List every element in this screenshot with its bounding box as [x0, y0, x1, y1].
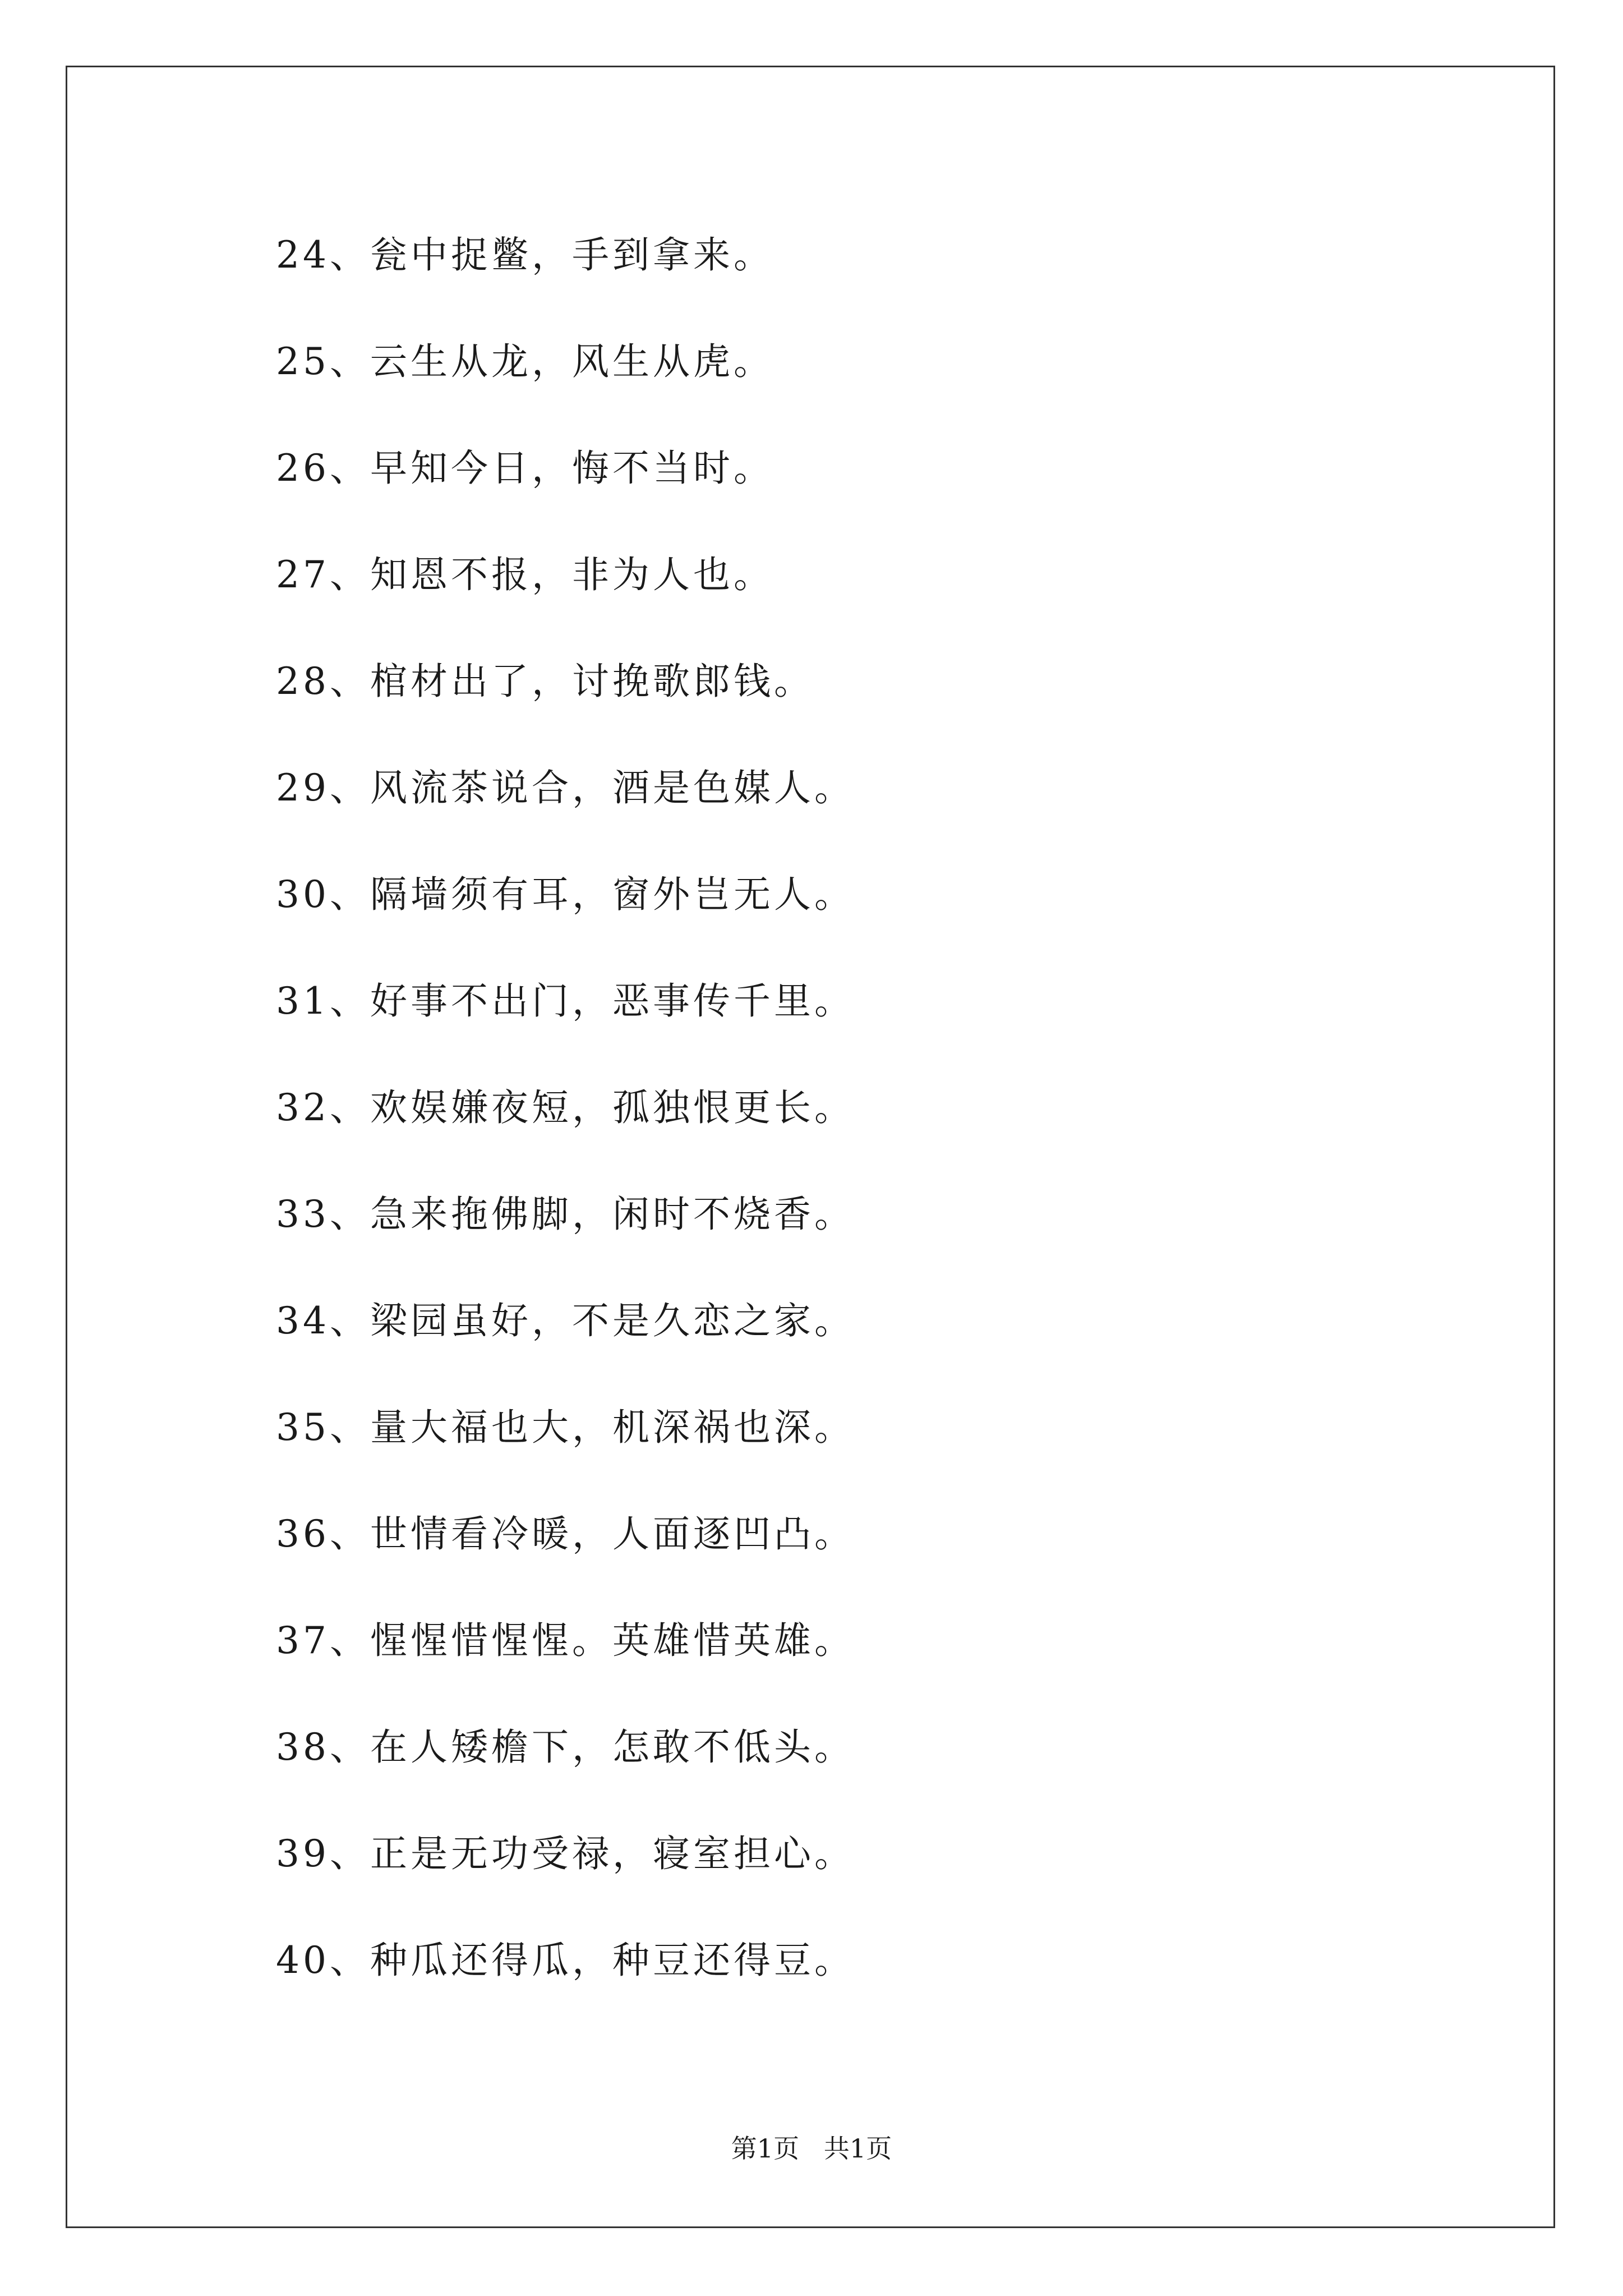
proverb-item: 29、风流茶说合，酒是色媒人。 — [276, 766, 855, 809]
page-number-footer: 第1页 共1页 — [731, 2133, 892, 2164]
proverb-item: 40、种瓜还得瓜，种豆还得豆。 — [276, 1939, 855, 1982]
proverb-item: 28、棺材出了，讨挽歌郎钱。 — [276, 660, 814, 703]
proverb-item: 36、世情看冷暖，人面逐凹凸。 — [276, 1512, 855, 1556]
proverb-item: 24、瓮中捉鳖，手到拿来。 — [276, 233, 774, 277]
proverb-item: 33、急来拖佛脚，闲时不烧香。 — [276, 1193, 855, 1236]
proverb-item: 27、知恩不报，非为人也。 — [276, 553, 774, 596]
proverb-item: 38、在人矮檐下，怎敢不低头。 — [276, 1726, 855, 1769]
proverb-item: 25、云生从龙，风生从虎。 — [276, 340, 774, 383]
proverb-item: 39、正是无功受禄，寝室担心。 — [276, 1832, 855, 1875]
proverb-list — [276, 222, 855, 2033]
proverb-item: 30、隔墙须有耳，窗外岂无人。 — [276, 873, 855, 916]
proverb-item: 35、量大福也大，机深祸也深。 — [276, 1406, 855, 1449]
proverb-item: 26、早知今日，悔不当时。 — [276, 447, 774, 490]
proverb-item: 37、惺惺惜惺惺。英雄惜英雄。 — [276, 1619, 855, 1662]
proverb-item: 34、梁园虽好，不是久恋之家。 — [276, 1299, 855, 1342]
proverb-item: 31、好事不出门，恶事传千里。 — [276, 979, 855, 1023]
proverb-item: 32、欢娱嫌夜短，孤独恨更长。 — [276, 1086, 855, 1129]
